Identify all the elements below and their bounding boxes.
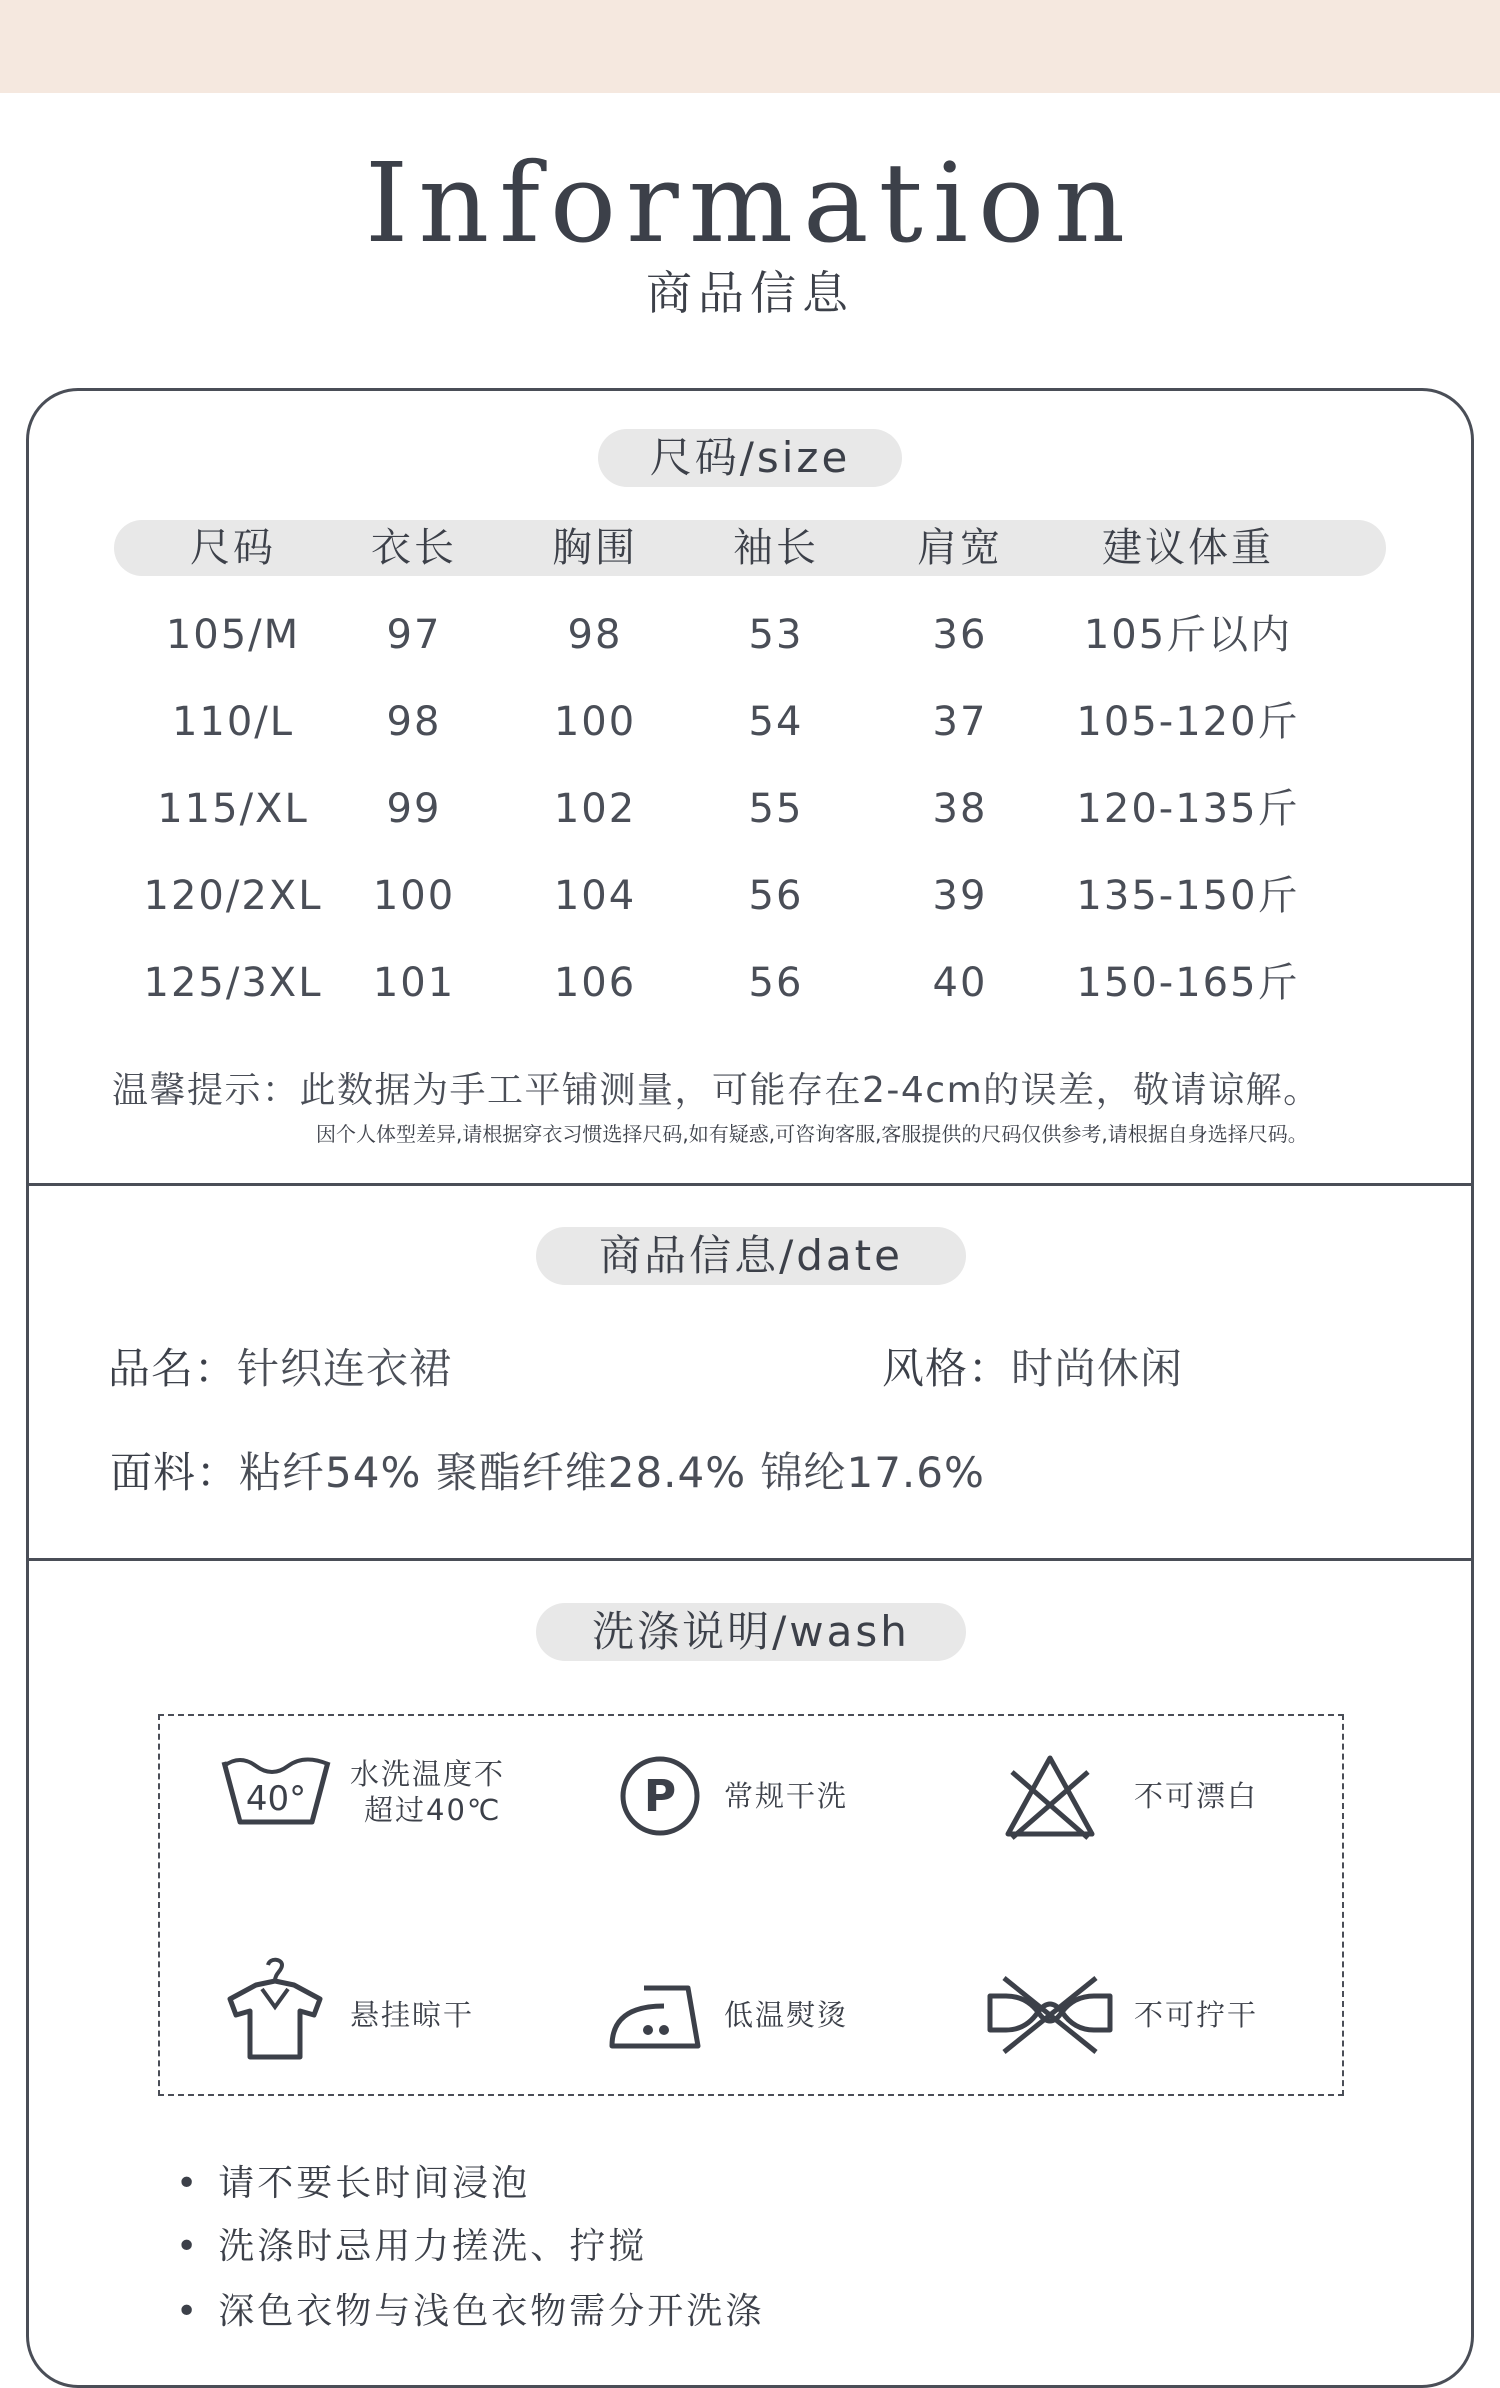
table-cell: 135-150斤 [1076, 873, 1300, 919]
col-header-chest: 胸围 [552, 525, 638, 571]
table-cell: 110/L [171, 699, 295, 745]
wash-label: 常规干洗 [724, 1779, 849, 1813]
table-cell: 105斤以内 [1083, 612, 1293, 658]
low-iron-icon [606, 1976, 710, 2054]
product-fabric-label: 面料： [110, 1448, 240, 1497]
wash-label: 悬挂晾干 [350, 1998, 475, 2032]
table-cell: 100 [372, 873, 456, 919]
col-header-size: 尺码 [190, 525, 276, 571]
page-subtitle: 商品信息 [646, 266, 854, 320]
dry-clean-icon [618, 1754, 702, 1838]
table-cell: 125/3XL [143, 960, 323, 1006]
table-cell: 120/2XL [143, 873, 323, 919]
dry-clean-glyph: P [643, 1771, 677, 1822]
col-header-shoulder: 肩宽 [917, 525, 1003, 571]
product-name [108, 1336, 452, 1396]
page-title: Information [364, 139, 1136, 267]
section-divider [26, 1183, 1474, 1186]
wash-tip [176, 2218, 647, 2269]
col-header-weight: 建议体重 [1102, 525, 1274, 571]
table-cell: 98 [386, 699, 442, 745]
table-cell: 115/XL [157, 786, 309, 832]
wash-tip [176, 2155, 530, 2206]
size-note: 温馨提示：此数据为手工平铺测量，可能存在2-4cm的误差，敬请谅解。 [112, 1070, 1321, 1111]
table-cell: 37 [932, 699, 988, 745]
table-cell: 99 [386, 786, 442, 832]
no-bleach-icon [1004, 1752, 1096, 1842]
wash-40-icon [220, 1752, 332, 1828]
product-style-value: 时尚休闲 [1011, 1344, 1184, 1393]
wash-tip [176, 2283, 764, 2334]
table-cell: 98 [567, 612, 623, 658]
product-fabric [110, 1440, 985, 1500]
wash-label: 不可拧干 [1134, 1998, 1259, 2032]
wash-section-pill: 洗涤说明/wash [536, 1603, 966, 1661]
table-cell: 102 [553, 786, 637, 832]
table-cell: 101 [372, 960, 456, 1006]
bullet: • [176, 2291, 201, 2332]
col-header-sleeve: 袖长 [733, 525, 819, 571]
size-subnote: 因个人体型差异,请根据穿衣习惯选择尺码,如有疑惑,可咨询客服,客服提供的尺码仅供参考,请根据自身选择尺码。 [316, 1122, 1308, 1146]
section-divider [26, 1558, 1474, 1561]
wash-tip-text: 洗涤时忌用力搓洗、拧搅 [218, 2226, 648, 2267]
bullet: • [176, 2226, 201, 2267]
table-cell: 53 [748, 612, 804, 658]
table-cell: 55 [748, 786, 804, 832]
table-cell: 150-165斤 [1076, 960, 1300, 1006]
product-style-label: 风格： [882, 1344, 1012, 1393]
size-section-pill: 尺码/size [598, 429, 902, 487]
table-cell: 36 [932, 612, 988, 658]
table-cell: 105-120斤 [1076, 699, 1300, 745]
table-cell: 56 [748, 873, 804, 919]
table-cell: 105/M [165, 612, 301, 658]
wash-label [350, 1756, 505, 1828]
wash-label-line: 超过40℃ [364, 1793, 502, 1827]
wash-label: 低温熨烫 [724, 1998, 849, 2032]
table-cell: 38 [932, 786, 988, 832]
table-cell: 120-135斤 [1076, 786, 1300, 832]
product-name-value: 针织连衣裙 [237, 1344, 453, 1393]
wash-temp-glyph: 40° [245, 1779, 307, 1819]
bullet: • [176, 2163, 201, 2204]
product-section-pill: 商品信息/date [536, 1227, 966, 1285]
table-cell: 40 [932, 960, 988, 1006]
wash-tip-text: 请不要长时间浸泡 [218, 2163, 531, 2204]
col-header-length: 衣长 [371, 525, 457, 571]
top-band [0, 0, 1500, 93]
table-cell: 100 [553, 699, 637, 745]
product-name-label: 品名： [108, 1344, 238, 1393]
wash-label-line: 水洗温度不 [350, 1757, 506, 1791]
hang-dry-icon [226, 1955, 324, 2061]
table-cell: 54 [748, 699, 804, 745]
product-fabric-value: 粘纤54% 聚酯纤维28.4% 锦纶17.6% [239, 1448, 985, 1497]
table-cell: 106 [553, 960, 637, 1006]
table-cell: 97 [386, 612, 442, 658]
table-cell: 39 [932, 873, 988, 919]
product-style [882, 1336, 1183, 1396]
table-cell: 56 [748, 960, 804, 1006]
no-wring-icon [986, 1972, 1114, 2056]
wash-tip-text: 深色衣物与浅色衣物需分开洗涤 [218, 2291, 765, 2332]
wash-label: 不可漂白 [1134, 1779, 1259, 1813]
table-cell: 104 [553, 873, 637, 919]
wash-icons-box [158, 1714, 1344, 2096]
